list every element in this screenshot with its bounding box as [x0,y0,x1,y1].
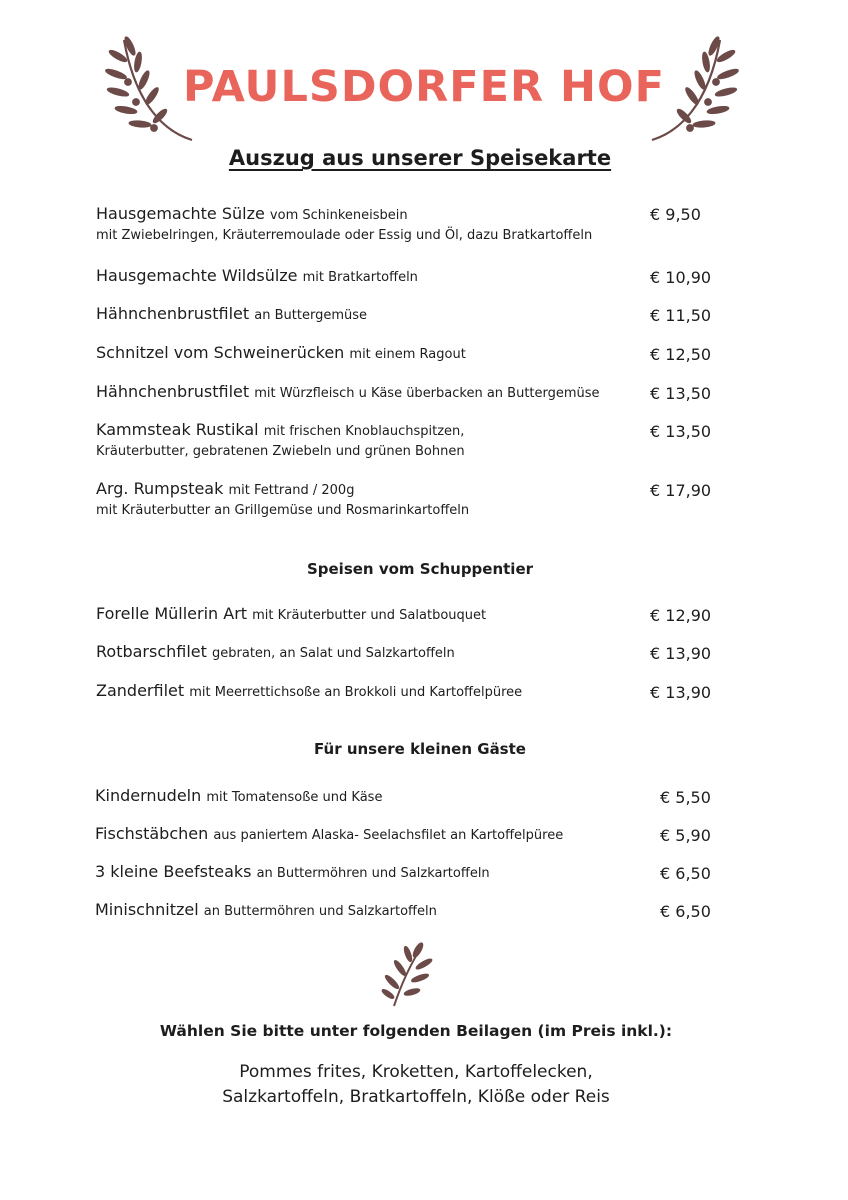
dish-description-line: Kräuterbutter, gebratenen Zwiebeln und grünen Bohnen [96,444,465,459]
dish-description-line: mit Kräuterbutter an Grillgemüse und Rosmarinkartoffeln [96,503,470,518]
menu-item [95,862,635,881]
dish-name: Fischstäbchen [95,824,209,843]
dish-price: € 13,50 [650,422,712,441]
restaurant-header [0,28,848,148]
dish-description-line: mit Zwiebelringen, Kräuterremoulade oder Essig und Öl, dazu Bratkartoffeln [96,228,593,243]
dish-name: Hähnchenbrustfilet [96,382,250,401]
dish-price: € 9,50 [650,205,701,224]
menu-item [96,681,636,700]
dish-price: € 5,50 [660,788,711,807]
menu-item [95,824,635,843]
dish-description: mit Tomatensoße und Käse [206,790,383,805]
menu-item [96,479,636,518]
dish-description: an Buttergemüse [254,308,367,323]
dish-price: € 5,90 [660,826,711,845]
dish-price: € 10,90 [650,268,712,287]
dish-name: Hähnchenbrustfilet [96,304,250,323]
menu-item [96,420,636,459]
menu-item [96,382,636,401]
restaurant-name: PAULSDORFER HOF [183,62,665,112]
dish-price: € 12,90 [650,606,712,625]
dish-price: € 13,90 [650,644,712,663]
menu-subtitle: Auszug aus unserer Speisekarte [228,146,612,170]
dish-description: gebraten, an Salat und Salzkartoffeln [212,646,455,661]
dish-name: 3 kleine Beefsteaks [95,862,252,881]
dish-price: € 6,50 [660,864,711,883]
dish-description: mit Bratkartoffeln [302,270,418,285]
menu-item [96,642,636,661]
dish-description: mit frischen Knoblauchspitzen, [263,424,465,439]
section-heading-fish: Speisen vom Schuppentier [306,560,534,578]
dish-name: Arg. Rumpsteak [96,479,224,498]
menu-item [96,304,636,323]
menu-item [96,204,636,243]
dish-description: aus paniertem Alaska- Seelachsfilet an Kartoffelpüree [213,828,564,843]
dish-description: an Buttermöhren und Salzkartoffeln [203,904,437,919]
section-heading-kids: Für unsere kleinen Gäste [314,740,526,758]
dish-name: Hausgemachte Wildsülze [96,266,298,285]
dish-name: Kammsteak Rustikal [96,420,259,439]
menu-item [95,900,635,919]
dish-name: Zanderfilet [96,681,185,700]
dish-description: mit Kräuterbutter und Salatbouquet [252,608,487,623]
dish-price: € 6,50 [660,902,711,921]
dish-description: mit Würzfleisch u Käse überbacken an Buttergemüse [254,386,600,401]
dish-price: € 13,90 [650,683,712,702]
dish-name: Hausgemachte Sülze [96,204,265,223]
menu-item [96,343,636,362]
dish-description: vom Schinkeneisbein [269,208,408,223]
dish-description: mit Fettrand / 200g [228,483,355,498]
sides-list-line: Salzkartoffeln, Bratkartoffeln, Klöße oder Reis [222,1087,610,1107]
dish-price: € 17,90 [650,481,712,500]
dish-name: Forelle Müllerin Art [96,604,248,623]
dish-price: € 11,50 [650,306,712,325]
dish-name: Schnitzel vom Schweinerücken [96,343,345,362]
dish-description: mit Meerrettichsoße an Brokkoli und Kartoffelpüree [189,685,523,700]
dish-description: an Buttermöhren und Salzkartoffeln [256,866,490,881]
dish-price: € 12,50 [650,345,712,364]
menu-item [95,786,635,805]
dish-name: Rotbarschfilet [96,642,207,661]
menu-item [96,604,636,623]
dish-name: Minischnitzel [95,900,199,919]
dish-description: mit einem Ragout [349,347,466,362]
olive-leaf-icon [378,940,438,1010]
dish-price: € 13,50 [650,384,712,403]
menu-item [96,266,636,285]
dish-name: Kindernudeln [95,786,202,805]
sides-heading: Wählen Sie bitte unter folgenden Beilagen (im Preis inkl.): [159,1022,673,1040]
sides-list-line: Pommes frites, Kroketten, Kartoffelecken, [239,1062,593,1082]
olive-branch-right-icon [648,32,748,142]
